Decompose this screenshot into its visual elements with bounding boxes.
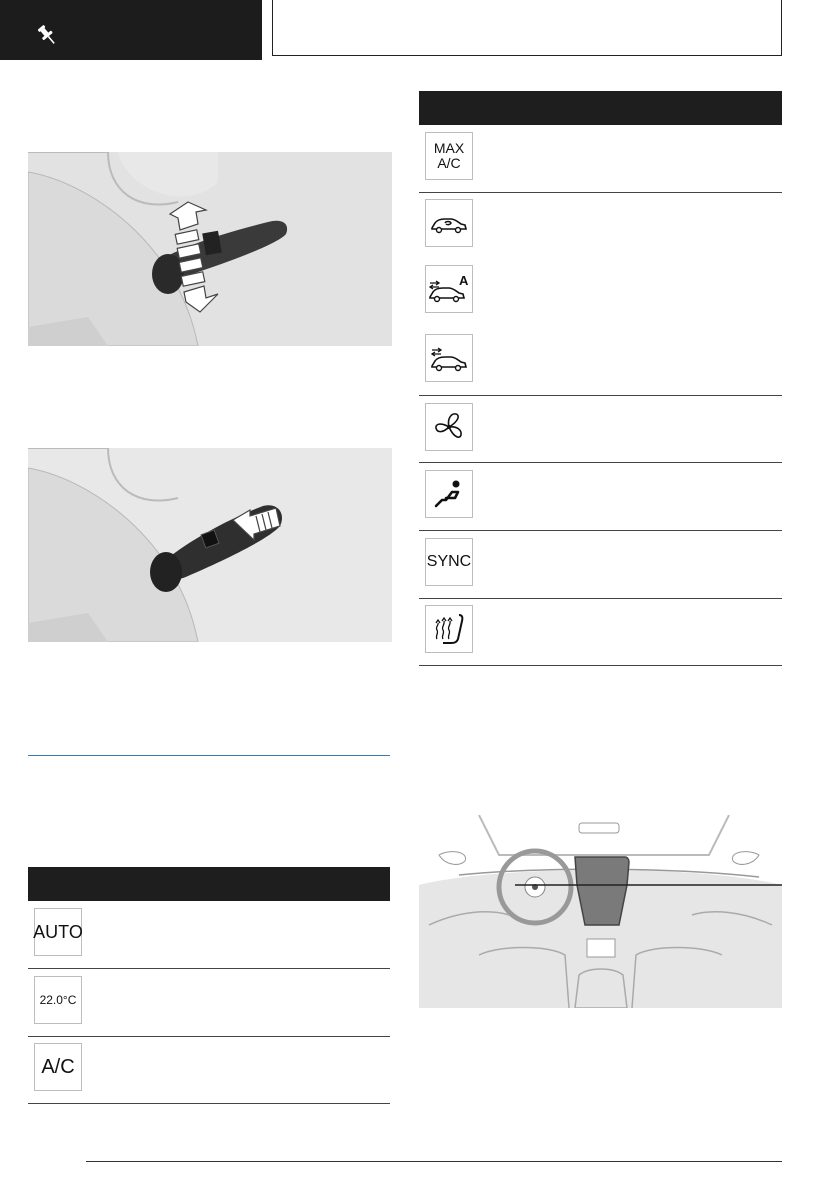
max-ac-button-icon: MAX A/C [425, 132, 473, 180]
right-table-header [419, 91, 782, 125]
pushpin-icon [34, 22, 60, 48]
fan-icon [425, 403, 473, 451]
left-table-bottom-rule [28, 1103, 390, 1104]
right-table-row-divider [419, 395, 782, 396]
auto-recirculation-icon [425, 265, 473, 313]
wiper-lever-up-down-illustration [28, 152, 392, 346]
right-table-row-divider [419, 598, 782, 599]
left-table-row-divider [28, 968, 390, 969]
section-header-box [272, 0, 782, 56]
right-table-row-divider [419, 192, 782, 193]
auto-button-icon: AUTO [34, 908, 82, 956]
right-table-row-divider [419, 462, 782, 463]
right-table-row-divider [419, 530, 782, 531]
temperature-display-icon: 22.0°C [34, 976, 82, 1024]
cockpit-center-console-illustration [419, 815, 782, 1008]
section-divider [28, 755, 390, 756]
svg-text:A: A [459, 273, 469, 288]
recirculation-icon [425, 199, 473, 247]
ac-button-icon: A/C [34, 1043, 82, 1091]
air-distribution-icon [425, 470, 473, 518]
seat-heating-icon [425, 605, 473, 653]
left-table-row-divider [28, 1036, 390, 1037]
right-table-bottom-rule [419, 665, 782, 666]
sync-button-icon: SYNC [425, 538, 473, 586]
chapter-header-underline [0, 57, 262, 60]
wiper-lever-push-illustration [28, 448, 392, 642]
footer-rule [86, 1161, 782, 1162]
fresh-air-icon [425, 334, 473, 382]
left-table-header [28, 867, 390, 901]
